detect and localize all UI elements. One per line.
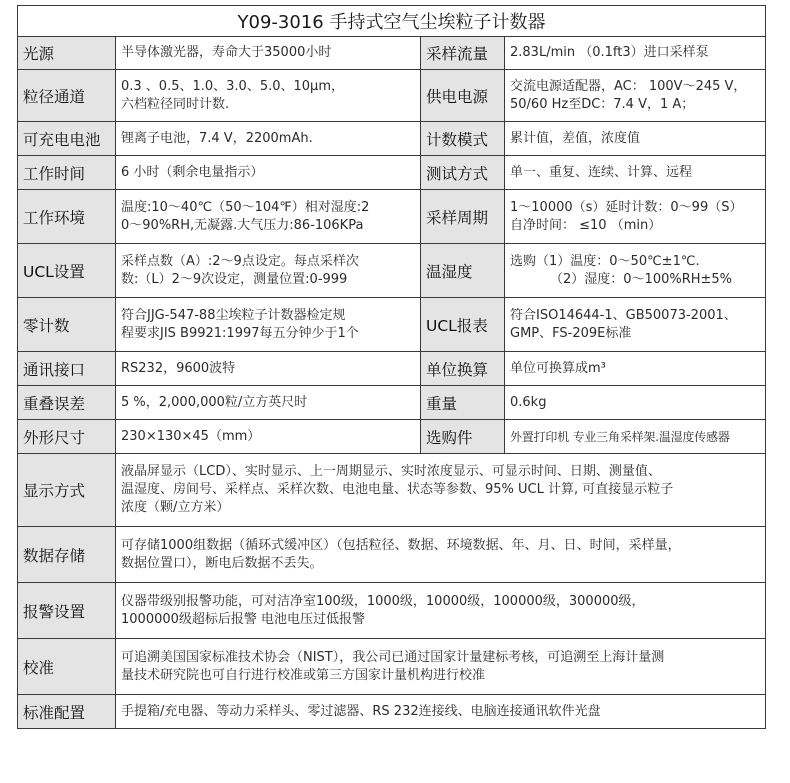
spec-value: 单位可换算成m³ [505,352,766,386]
table-row [18,454,766,527]
spec-value: 仪器带级别报警功能，可对洁净室100级，1000级，10000级，100000级，300000级， 1000000级超标后报警 电池电压过低报警 [116,583,766,639]
spec-value: 可存储1000组数据（循环式缓冲区）（包括粒径、数据、环境数据、年、月、日、时间，采样量， 数据位置口），断电后数据不丢失。 [116,527,766,583]
spec-label: 工作时间 [18,156,116,190]
spec-value: 交流电源适配器，AC： 100V～245 V， 50/60 Hz至DC：7.4 V，1 A； [505,70,766,122]
spec-label: 单位换算 [421,352,505,386]
spec-value: 2.83L/min （0.1ft3）进口采样泵 [505,37,766,70]
spec-label: 选购件 [421,420,505,454]
table-row [18,420,766,454]
table-row [18,695,766,729]
spec-label: 测试方式 [421,156,505,190]
spec-label: 报警设置 [18,583,116,639]
spec-label: 重叠误差 [18,386,116,420]
spec-label: 校准 [18,639,116,695]
spec-label: 采样流量 [421,37,505,70]
spec-label: 工作环境 [18,190,116,244]
spec-label: 重量 [421,386,505,420]
spec-value: 外置打印机 专业三角采样架.温湿度传感器 [505,420,766,454]
table-row [18,352,766,386]
spec-label: 外形尺寸 [18,420,116,454]
spec-label: UCL报表 [421,298,505,352]
table-title: Y09-3016 手持式空气尘埃粒子计数器 [18,6,766,37]
spec-value: 手提箱/充电器、等动力采样头、零过滤器、RS 232连接线、电脑连接通讯软件光盘 [116,695,766,729]
spec-label: 零计数 [18,298,116,352]
table-row [18,527,766,583]
spec-label: 标准配置 [18,695,116,729]
table-row [18,122,766,156]
spec-value: 可追溯美国国家标准技术协会（NIST），我公司已通过国家计量建标考核，可追溯至上海计量测 量技术研究院也可自行进行校准或第三方国家计量机构进行校准 [116,639,766,695]
spec-value: 液晶屏显示（LCD）、实时显示、上一周期显示、实时浓度显示、可显示时间、日期、测量值、 温湿度、房间号、采样点、采样次数、电池电量、状态等参数、95% UCL 计算, 可直接显示粒子 浓度（颗/立方米） [116,454,766,527]
spec-label: 可充电电池 [18,122,116,156]
spec-value: 5 %，2,000,000粒/立方英尺时 [116,386,421,420]
spec-value: RS232，9600波特 [116,352,421,386]
spec-label: 温湿度 [421,244,505,298]
table-row [18,639,766,695]
spec-table [17,5,766,729]
spec-label: 数据存储 [18,527,116,583]
spec-value: 0.6kg [505,386,766,420]
spec-label: 供电电源 [421,70,505,122]
spec-label: UCL设置 [18,244,116,298]
spec-value: 选购（1）温度：0～50℃±1℃. （2）湿度：0～100%RH±5% [505,244,766,298]
table-row [18,298,766,352]
spec-value: 0.3 、0.5、1.0、3.0、5.0、10μm， 六档粒径同时计数. [116,70,421,122]
spec-value: 采样点数（A）:2～9点设定。每点采样次 数:（L）2～9次设定，测量位置:0-999 [116,244,421,298]
table-row [18,37,766,70]
spec-label: 采样周期 [421,190,505,244]
spec-value: 230×130×45（mm） [116,420,421,454]
spec-label: 通讯接口 [18,352,116,386]
spec-value: 1～10000（s）延时计数：0～99（S） 自净时间： ≤10 （min） [505,190,766,244]
spec-value: 单一、重复、连续、计算、远程 [505,156,766,190]
spec-value: 符合JJG-547-88尘埃粒子计数器检定规 程要求JIS B9921:1997每五分钟少于1个 [116,298,421,352]
table-row [18,156,766,190]
table-row [18,190,766,244]
table-row [18,386,766,420]
spec-value: 累计值，差值，浓度值 [505,122,766,156]
table-row [18,583,766,639]
table-row [18,70,766,122]
table-row [18,244,766,298]
spec-label: 计数模式 [421,122,505,156]
spec-value: 温度:10～40℃（50～104℉）相对湿度:2 0～90%RH,无凝露.大气压力:86-106KPa [116,190,421,244]
spec-label: 光源 [18,37,116,70]
spec-value: 6 小时（剩余电量指示） [116,156,421,190]
spec-value: 锂离子电池，7.4 V，2200mAh. [116,122,421,156]
spec-label: 粒径通道 [18,70,116,122]
spec-value: 符合ISO14644-1、GB50073-2001、 GMP、FS-209E标准 [505,298,766,352]
spec-label: 显示方式 [18,454,116,527]
spec-value: 半导体激光器，寿命大于35000小时 [116,37,421,70]
